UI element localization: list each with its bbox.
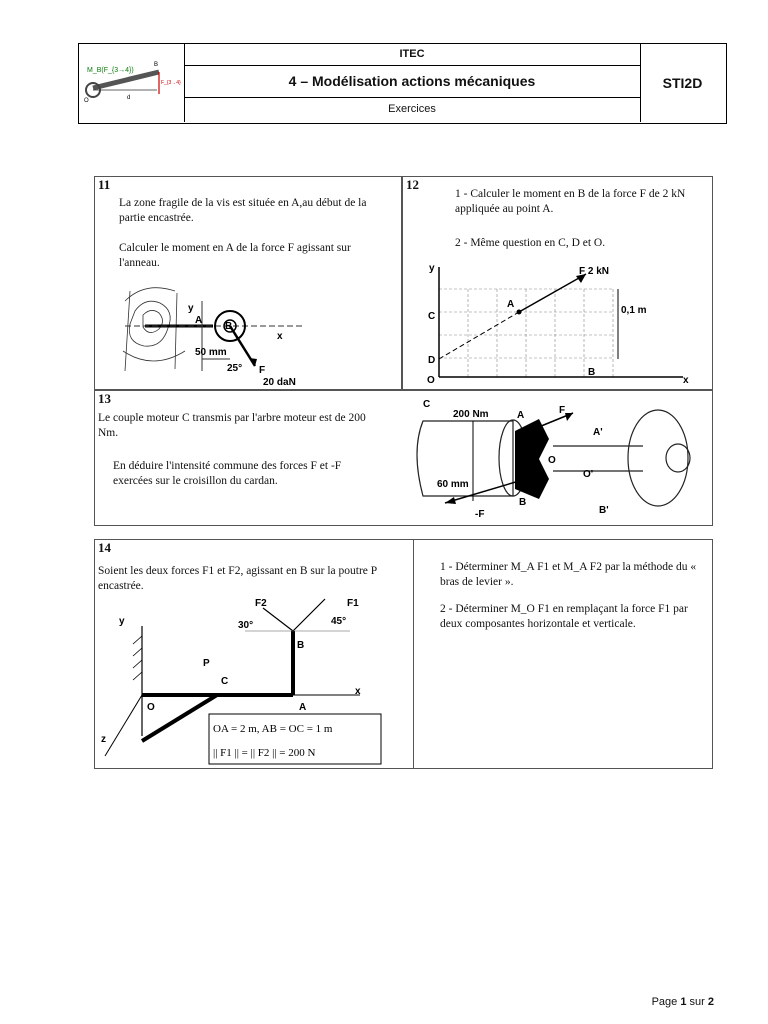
level: STI2D [662, 75, 703, 91]
page-title: 4 – Modélisation actions mécaniques [184, 65, 640, 98]
cardan-diagram [403, 391, 713, 525]
exercise-number: 12 [406, 177, 419, 192]
fig-scale: 0,1 m [621, 305, 647, 316]
fig-data2: || F1 || = || F2 || = 200 N [213, 747, 316, 759]
subject: ITEC [184, 44, 640, 66]
fig-ang1: 30° [238, 620, 254, 631]
logo-point-b: B [154, 62, 159, 68]
wrench-logo-icon [79, 44, 183, 122]
fig-x: x [277, 331, 283, 342]
fig-f: F [559, 405, 566, 416]
fig-f: F [259, 365, 266, 376]
exercise-intro: La zone fragile de la vis est située en A,au début de la partie encastrée. [119, 197, 367, 224]
exercise-14 [94, 539, 713, 769]
logo-point-o: O [84, 98, 89, 104]
fig-b: B [225, 321, 233, 332]
fig-f2: F2 [255, 598, 267, 609]
fig-dim: 60 mm [437, 479, 469, 490]
exercise-13 [94, 390, 713, 526]
question-1: 1 - Déterminer M_A F1 et M_A F2 par la méthode du « bras de levier ». [440, 561, 697, 588]
exercise-intro: Soient les deux forces F1 et F2, agissant en B sur la poutre P encastrée. [98, 565, 377, 592]
question-2: 2 - Déterminer M_O F1 en remplaçant la force F1 par deux composantes horizontale et verticale. [440, 603, 688, 630]
logo-moment-label: M_B(F_{3→4}) [87, 67, 134, 74]
fig-o: O [427, 375, 435, 386]
fig-a2: A' [593, 427, 603, 438]
fig-a: A [507, 299, 515, 310]
fig-force: F 2 kN [579, 266, 610, 277]
fig-x: x [683, 375, 689, 386]
screw-diagram [95, 281, 401, 389]
fig-o: O [147, 702, 155, 713]
header-middle [184, 44, 641, 122]
fig-b: B [297, 640, 305, 651]
grid-diagram [403, 259, 713, 389]
exercise-11 [94, 176, 402, 390]
beam-diagram [95, 596, 413, 768]
fig-y: y [429, 263, 435, 274]
column-divider [413, 540, 414, 768]
exercise-task: Calculer le moment en A de la force F agissant sur l'anneau. [119, 242, 351, 269]
header-table [78, 43, 727, 124]
fig-a: A [299, 702, 307, 713]
logo-dist: d [127, 95, 131, 101]
fig-c: C [423, 399, 431, 410]
fig-dim: 50 mm [195, 347, 227, 358]
fig-y: y [188, 303, 194, 314]
fig-b2: B' [599, 505, 609, 516]
logo [79, 44, 185, 122]
fig-angle: 25° [227, 363, 243, 374]
exercise-number: 14 [98, 540, 111, 555]
exercise-number: 11 [98, 177, 111, 192]
fig-a: A [517, 410, 525, 421]
exercise-number: 13 [98, 391, 111, 406]
fig-a: A [195, 315, 203, 326]
fig-x: x [355, 686, 361, 697]
subtitle: Exercices [388, 103, 436, 115]
exercise-12 [402, 176, 713, 390]
fig-p: P [203, 658, 210, 669]
fig-z: z [101, 734, 106, 745]
fig-torque: 200 Nm [453, 409, 489, 420]
fig-c: C [428, 311, 436, 322]
fig-data1: OA = 2 m, AB = OC = 1 m [213, 723, 333, 735]
fig-y: y [119, 616, 125, 627]
fig-b: B [519, 497, 527, 508]
logo-force-label: F_{3→4} [161, 80, 181, 86]
fig-mf: -F [475, 509, 485, 520]
page-number: Page 1 sur 2 [651, 996, 714, 1008]
fig-c: C [221, 676, 229, 687]
fig-f1: F1 [347, 598, 359, 609]
fig-o2: O' [583, 469, 594, 480]
question-1: 1 - Calculer le moment en B de la force F de 2 kN appliquée au point A. [455, 188, 686, 215]
exercise-intro: Le couple moteur C transmis par l'arbre moteur est de 200 Nm. [98, 412, 366, 439]
fig-b: B [588, 367, 596, 378]
exercise-task: En déduire l'intensité commune des forces F et -F exercées sur le croisillon du cardan. [113, 460, 342, 487]
question-2: 2 - Même question en C, D et O. [455, 237, 606, 249]
fig-d: D [428, 355, 436, 366]
fig-ang2: 45° [331, 616, 347, 627]
fig-force: 20 daN [263, 377, 296, 388]
fig-o: O [548, 455, 556, 466]
